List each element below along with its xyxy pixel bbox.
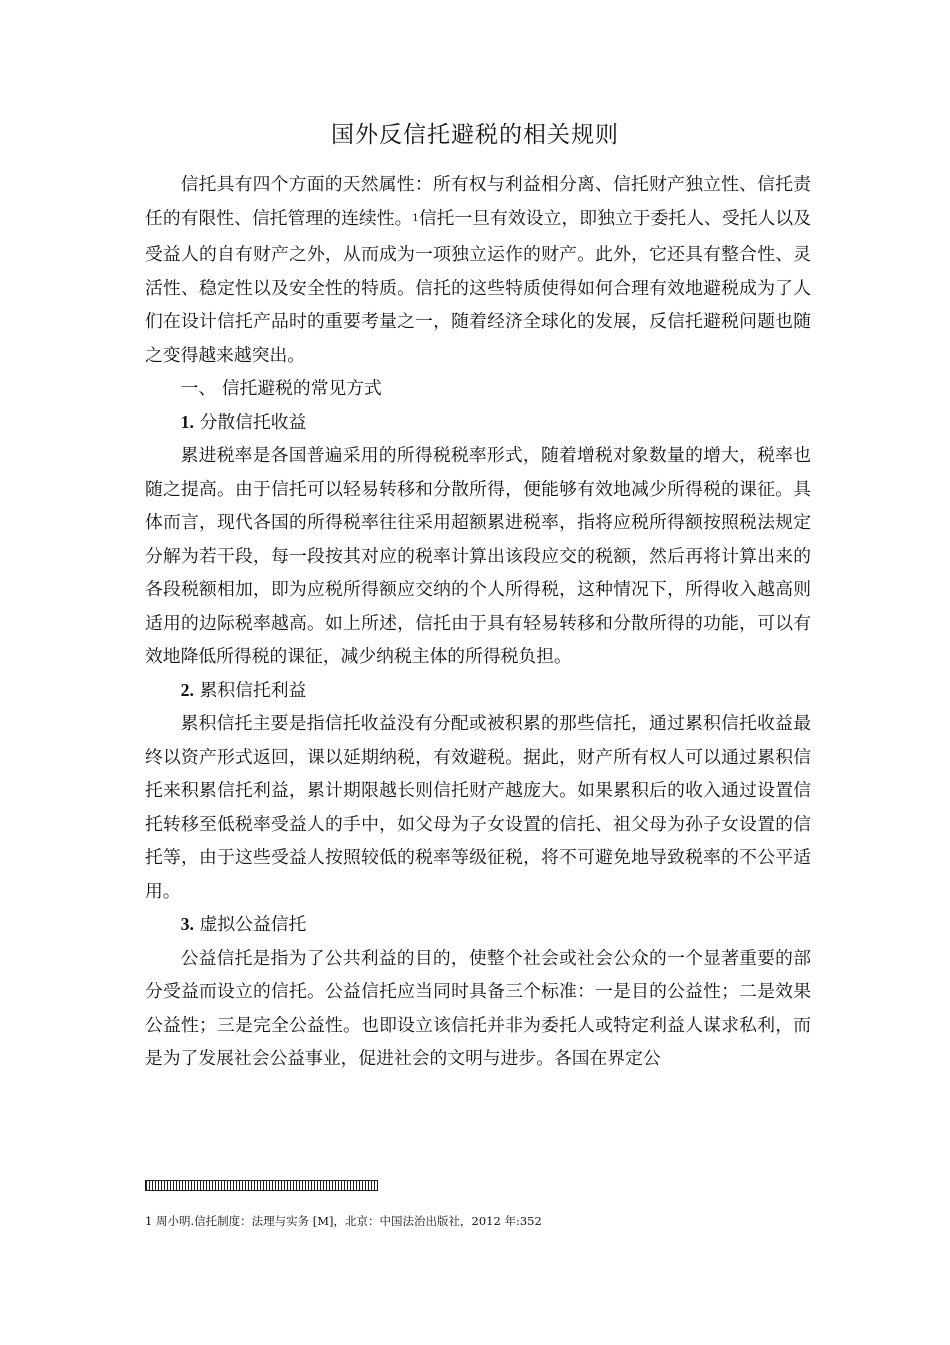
- intro-text-a: 信托具有四个方面的天然属性：所有权与利益相分离、信托财产独立性、信托责任的有限性、信托管理的连续性。: [145, 174, 811, 229]
- subheading-1: [145, 406, 811, 440]
- subheading-1-text: 分散信托收益: [199, 411, 307, 433]
- intro-paragraph: [145, 168, 811, 372]
- intro-text-b: 信托一旦有效设立，即独立于委托人、受托人以及受益人的自有财产之外，从而成为一项独立运作的财产。此外，它还具有整合性、灵活性、稳定性以及安全性的特质。信托的这些特质使得如何合理有效地避税成为了人们在设计信托产品时的重要考量之一，随着经济全球化的发展，反信托避税问题也随之变得越来越突出。: [145, 207, 811, 366]
- subheading-2-number: 2.: [180, 679, 194, 700]
- subheading-3-text: 虚拟公益信托: [199, 914, 307, 935]
- subheading-3-number: 3.: [180, 914, 194, 934]
- subheading-1-number: 1.: [180, 411, 194, 432]
- footnote-reference[interactable]: 1: [412, 212, 419, 224]
- footnote: 1 周小明.信托制度：法理与实务 [M]，北京：中国法治出版社，2012 年:352: [145, 1214, 542, 1228]
- subheading-2: [145, 674, 811, 708]
- subheading-3: [145, 908, 811, 942]
- paragraph-3: 公益信托是指为了公共利益的目的，使整个社会或社会公众的一个显著重要的部分受益而设立的信托。公益信托应当同时具备三个标准：一是目的公益性；二是效果公益性；三是完全公益性。也即设立该信托并非为委托人或特定利益人谋求私利，而是为了发展社会公益事业，促进社会的文明与进步。各国在界定公: [145, 947, 811, 1069]
- section-heading-1: 一、 信托避税的常见方式: [180, 378, 382, 399]
- footnote-separator: [145, 1180, 378, 1191]
- paragraph-1: 累进税率是各国普遍采用的所得税税率形式，随着增税对象数量的增大，税率也随之提高。由于信托可以轻易转移和分散所得，便能够有效地减少所得税的课征。具体而言，现代各国的所得税率往往采用超额累进税率，指将应税所得额按照税法规定分解为若干段，每一段按其对应的税率计算出该段应交的税额，然后再将计算出来的各段税额相加，即为应税所得额应交纳的个人所得税，这种情况下，所得收入越高则适用的边际税率越高。如上所述，信托由于具有轻易转移和分散所得的功能，可以有效地降低所得税的课征，减少纳税主体的所得税负担。: [145, 445, 811, 667]
- document-body: [145, 168, 811, 1076]
- subheading-2-text: 累积信托利益: [199, 679, 307, 701]
- paragraph-2: 累积信托主要是指信托收益没有分配或被积累的那些信托，通过累积信托收益最终以资产形式返回，课以延期纳税，有效避税。据此，财产所有权人可以通过累积信托来积累信托利益，累计期限越长则信托财产越庞大。如果累积后的收入通过设置信托转移至低税率受益人的手中，如父母为子女设置的信托、祖父母为孙子女设置的信托等，由于这些受益人按照较低的税率等级征税，将不可避免地导致税率的不公平适用。: [145, 713, 811, 902]
- page-title: 国外反信托避税的相关规则: [331, 122, 619, 148]
